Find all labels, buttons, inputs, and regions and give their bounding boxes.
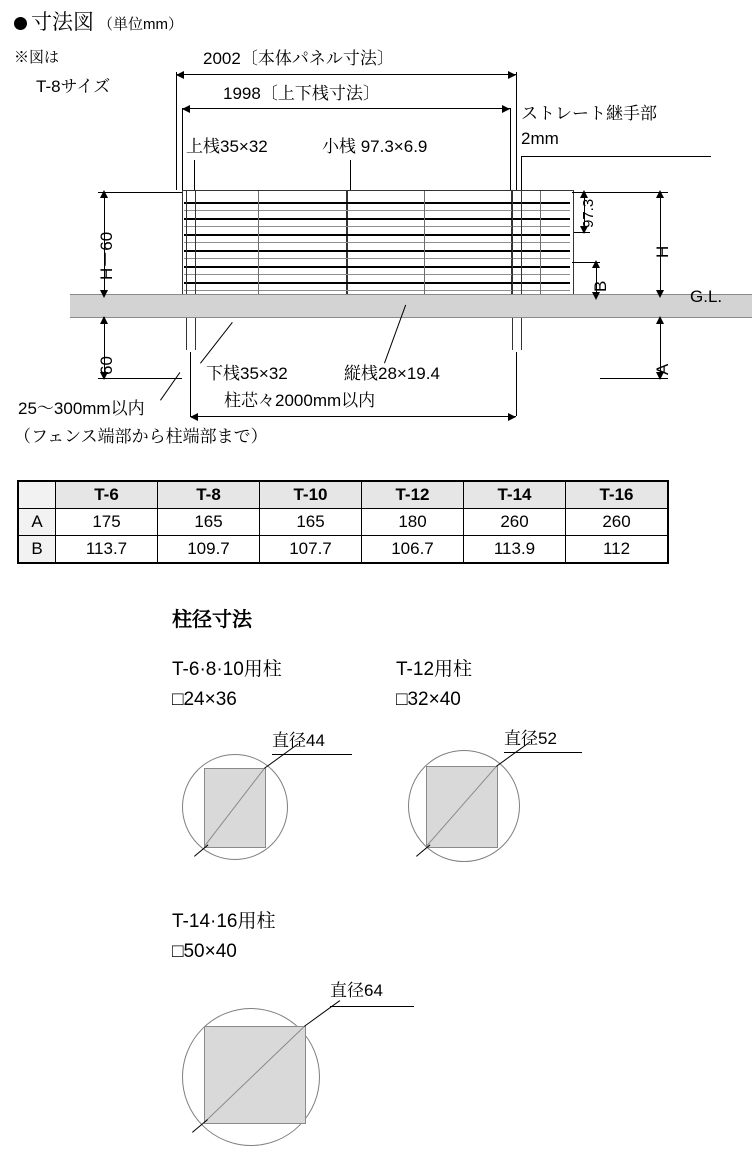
end-range-note: （フェンス端部から柱端部まで）	[14, 427, 268, 446]
table-header-t12: T-12	[362, 482, 464, 509]
table-header-t14: T-14	[464, 482, 566, 509]
post-2-name: T-12用柱	[396, 659, 473, 680]
tick-973-bottom	[574, 232, 590, 233]
joint-label-line1: ストレート継手部	[521, 104, 657, 123]
leader-lower-rail	[200, 322, 233, 364]
post-left	[186, 190, 196, 350]
label-ground-level: G.L.	[690, 287, 723, 306]
tick-A-bottom	[600, 378, 668, 379]
cell-b-t6: 113.7	[56, 536, 158, 563]
title-text: 寸法図	[31, 11, 94, 34]
arrow-down-B	[592, 292, 600, 300]
title-unit-text: （単位mm）	[98, 16, 183, 33]
dim-panel-total-label: 2002〔本体パネル寸法〕	[203, 49, 394, 68]
cell-b-t10: 107.7	[260, 536, 362, 563]
arrow-down-H	[656, 290, 664, 298]
vertical-rail-label: 縦桟28×19.4	[344, 364, 440, 383]
end-range-label: 25～300mm以内	[18, 399, 145, 418]
arrow-up-A	[656, 316, 664, 324]
tick-B-top	[572, 262, 600, 263]
ground-level-band	[70, 294, 752, 318]
post-2-leader-underline	[504, 752, 582, 753]
label-H: H	[653, 245, 672, 258]
post-section-title: 柱径寸法	[172, 609, 252, 631]
post-1-size: □24×36	[172, 689, 237, 710]
dim-line-2002	[176, 74, 516, 75]
arrow-right-1998	[502, 105, 510, 113]
table-header-row	[19, 482, 668, 509]
cell-b-t16: 112	[566, 536, 668, 563]
fence-panel-left	[182, 190, 347, 300]
tick-h60-top	[98, 192, 182, 193]
cell-a-t8: 165	[158, 509, 260, 536]
vertical-rail-2	[424, 191, 425, 297]
label-973: 97.3	[580, 198, 597, 228]
label-60: 60	[97, 356, 116, 375]
table-row-label-b: B	[19, 536, 56, 563]
dim-line-pitch	[190, 416, 516, 417]
tick-H-top	[572, 192, 668, 193]
cell-a-t12: 180	[362, 509, 464, 536]
vertical-rail-1	[258, 191, 259, 297]
tick-60-bottom	[98, 378, 182, 379]
joint-leader-horizontal	[521, 156, 711, 157]
note-line-1: ※図は	[14, 49, 60, 66]
cell-b-t12: 106.7	[362, 536, 464, 563]
post-3-rect	[204, 1026, 306, 1124]
joint-leader-vertical	[521, 156, 522, 190]
note-line-2: T-8サイズ	[36, 77, 111, 96]
post-1-name: T-6·8·10用柱	[172, 659, 282, 680]
arrow-down-h60	[100, 290, 108, 298]
post-3-leader-underline	[330, 1006, 414, 1007]
post-2-diameter-label: 直径52	[504, 729, 557, 748]
post-2-tick-bl	[416, 844, 430, 856]
dim-rail-total-label: 1998〔上下桟寸法〕	[223, 84, 380, 103]
leader-end-range	[160, 372, 180, 400]
post-2-diagram	[396, 720, 596, 880]
post-3-diagram	[172, 972, 472, 1157]
post-1-rect	[204, 768, 266, 848]
ext-line-left-2002	[176, 72, 177, 190]
post-1-diagram	[172, 720, 372, 880]
table-header-t10: T-10	[260, 482, 362, 509]
post-2-size: □32×40	[396, 689, 461, 710]
arrow-left-pitch	[190, 413, 198, 421]
ext-line-right-1998	[510, 108, 511, 190]
post-pitch-label: 柱芯々2000mm以内	[224, 391, 376, 410]
leader-upper-rail	[194, 160, 195, 190]
size-spec-table	[18, 481, 668, 563]
ext-line-left-1998	[182, 108, 183, 190]
table-header-t8: T-8	[158, 482, 260, 509]
post-1-leader-underline	[272, 754, 352, 755]
small-rail-label: 小桟 97.3×6.9	[322, 137, 428, 156]
fence-elevation-diagram	[0, 0, 752, 460]
arrow-left-1998	[182, 105, 190, 113]
table-header-t6: T-6	[56, 482, 158, 509]
joint-label-line2: 2mm	[521, 129, 559, 148]
fence-panel-right	[347, 190, 512, 300]
table-header-t16: T-16	[566, 482, 668, 509]
arrow-left-2002	[176, 71, 184, 79]
cell-b-t8: 109.7	[158, 536, 260, 563]
arrow-up-60	[100, 316, 108, 324]
post-3-name: T-14·16用柱	[172, 911, 276, 932]
post-3-diameter-label: 直径64	[330, 981, 383, 1000]
cell-a-t16: 260	[566, 509, 668, 536]
post-3-leader	[304, 1000, 340, 1027]
table-row	[19, 509, 668, 536]
post-right	[512, 190, 522, 350]
table-row-label-a: A	[19, 509, 56, 536]
table-corner-cell	[19, 482, 56, 509]
post-2-rect	[426, 766, 498, 848]
cell-a-t14: 260	[464, 509, 566, 536]
vertical-rail-3	[540, 191, 541, 297]
post-1-diameter-label: 直径44	[272, 731, 325, 750]
table-row	[19, 536, 668, 563]
ext-line-right-2002	[516, 72, 517, 190]
cell-b-t14: 113.9	[464, 536, 566, 563]
arrow-right-2002	[508, 71, 516, 79]
arrow-right-pitch	[508, 413, 516, 421]
label-h-minus-60: H－60	[97, 231, 116, 280]
lower-rail-label: 下桟35×32	[206, 364, 288, 383]
ext-line-left-pitch	[190, 352, 191, 416]
upper-rail-label: 上桟35×32	[186, 137, 268, 156]
dim-line-H	[660, 192, 661, 296]
cell-a-t10: 165	[260, 509, 362, 536]
cell-a-t6: 175	[56, 509, 158, 536]
ext-line-right-pitch	[516, 352, 517, 416]
label-B: B	[591, 280, 610, 292]
post-3-size: □50×40	[172, 941, 237, 962]
dim-line-1998	[182, 108, 510, 109]
label-A: A	[653, 363, 672, 375]
